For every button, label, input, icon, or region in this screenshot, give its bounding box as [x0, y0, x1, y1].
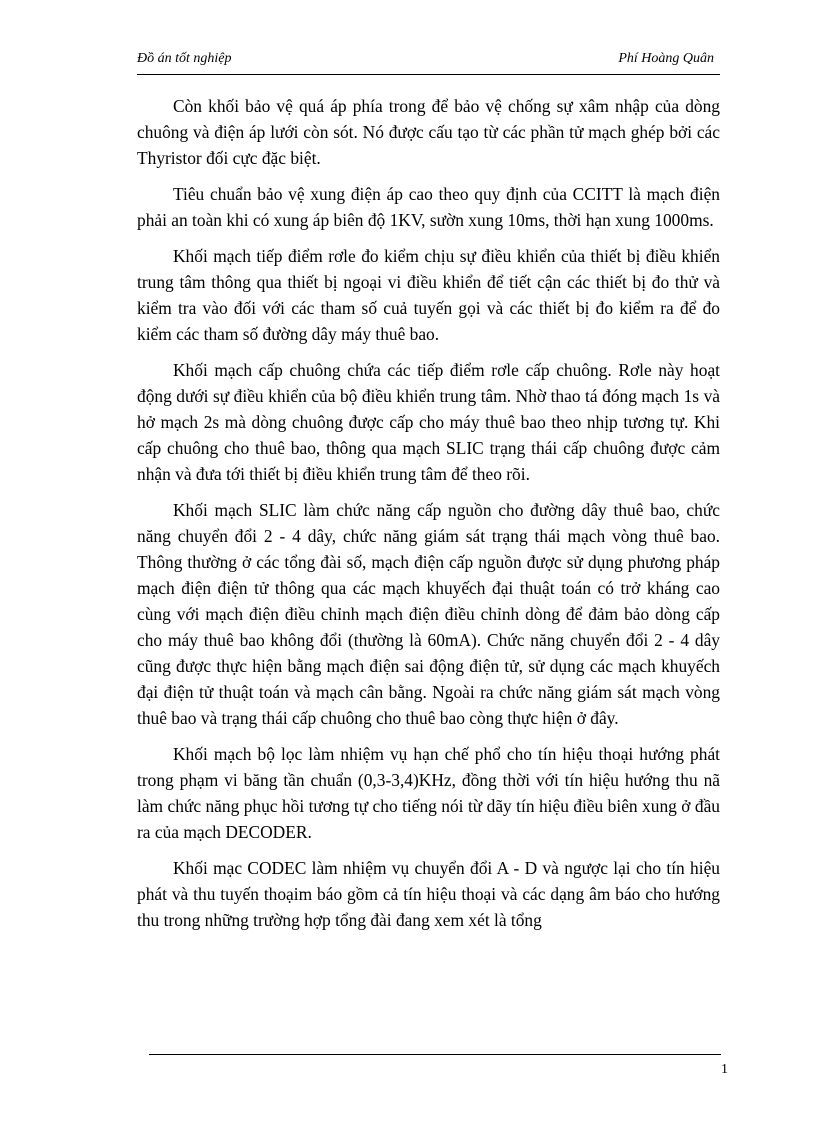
- page-number: 1: [721, 1062, 728, 1077]
- paragraph-ccitt-standard: Tiêu chuẩn bảo vệ xung điện áp cao theo quy định của CCITT là mạch điện phải an toàn khi có xung áp biên độ 1KV, sườn xung 10ms, thời hạn xung 1000ms.: [137, 184, 720, 230]
- paragraph-relay-test-contacts: Khối mạch tiếp điểm rơle đo kiểm chịu sự điều khiển của thiết bị điều khiển trung tâm thông qua thiết bị ngoại vi điều khiển để tiết cận các thiết bị đo thử và kiểm tra vào đối với các tham số cuả tuyến gọi và các thiết bị đo kiểm ra để đo kiểm các tham số đường dây máy thuê bao.: [137, 246, 720, 344]
- paragraph-codec-circuit: Khối mạc CODEC làm nhiệm vụ chuyển đổi A - D và ngược lại cho tín hiệu phát và thu tuyến thoạim báo gồm cả tín hiệu thoại và các dạng âm báo cho hướng thu trong những trường hợp tổng đài đang xem xét là tổng: [137, 858, 720, 930]
- paragraph-overvoltage-protection: Còn khối bảo vệ quá áp phía trong để bảo vệ chống sự xâm nhập của dòng chuông và điện áp lưới còn sót. Nó được cấu tạo từ các phần tử mạch ghép bởi các Thyristor đối cực đặc biệt.: [137, 96, 720, 168]
- page-header: [137, 48, 720, 75]
- page-body: [137, 93, 720, 943]
- header-author-name: Phí Hoàng Quân: [618, 51, 714, 66]
- footer-divider: [149, 1054, 721, 1055]
- paragraph-ringing-circuit: Khối mạch cấp chuông chứa các tiếp điểm rơle cấp chuông. Rơle này hoạt động dưới sự điều khiển của bộ điều khiển trung tâm. Nhờ thao tá đóng mạch 1s và hở mạch 2s mà dòng chuông được cấp cho máy thuê bao theo nhịp tương tự. Khi cấp chuông cho thuê bao, thông qua mạch SLIC trạng thái cấp chuông được cảm nhận và đưa tới thiết bị điều khiển trung tâm để theo rõi.: [137, 360, 720, 484]
- paragraph-slic-circuit: Khối mạch SLIC làm chức năng cấp nguồn cho đường dây thuê bao, chức năng chuyển đổi 2 - 4 dây, chức năng giám sát trạng thái mạch vòng thuê bao. Thông thường ở các tổng đài số, mạch điện cấp nguồn được sử dụng phương pháp mạch điện điện tử thông qua các mạch khuyếch đại thuật toán có trở kháng cao cùng với mạch điện điều chỉnh mạch điện điều chỉnh dòng để đảm bảo dòng cấp cho máy thuê bao không đổi (thường là 60mA). Chức năng chuyển đổi 2 - 4 dây cũng được thực hiện bằng mạch điện sai động điện tử, sử dụng các mạch khuyếch đại điện tử thuật toán và mạch cân bằng. Ngoài ra chức năng giám sát mạch vòng thuê bao và trạng thái cấp chuông cho thuê bao còng thực hiện ở đây.: [137, 500, 720, 728]
- header-document-title: Đồ án tốt nghiệp: [137, 51, 232, 66]
- paragraph-filter-circuit: Khối mạch bộ lọc làm nhiệm vụ hạn chế phổ cho tín hiệu thoại hướng phát trong phạm vi băng tần chuẩn (0,3-3,4)KHz, đồng thời với tín hiệu hướng thu nã làm chức năng phục hồi tương tự cho tiếng nói từ dãy tín hiệu điều biên xung ở đầu ra của mạch DECODER.: [137, 744, 720, 842]
